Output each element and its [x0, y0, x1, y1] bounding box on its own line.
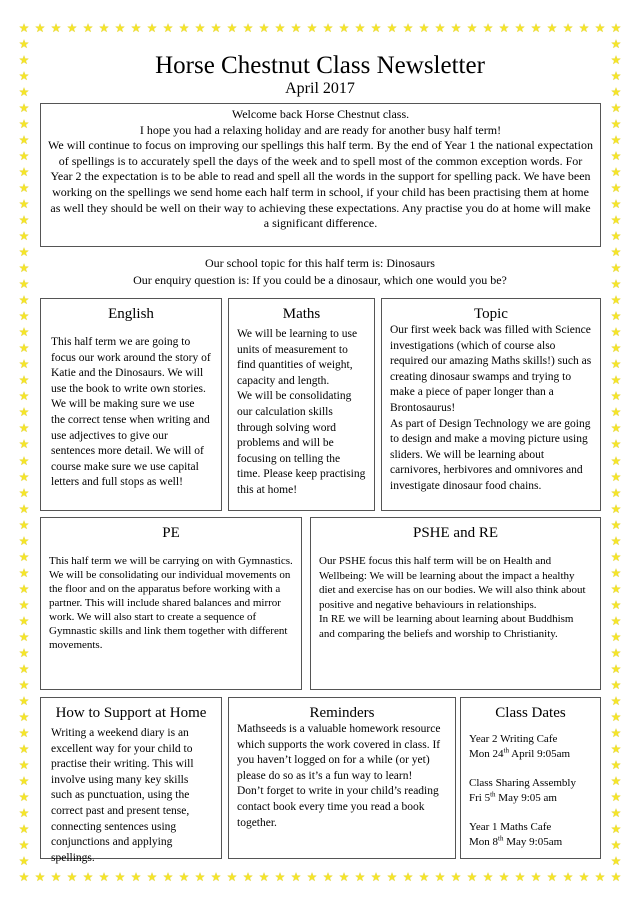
star-icon: ★ [610, 725, 622, 740]
star-icon: ★ [50, 21, 62, 35]
pshe-re-box [310, 517, 601, 690]
star-icon: ★ [194, 870, 206, 884]
star-icon: ★ [610, 21, 622, 35]
star-icon: ★ [466, 870, 478, 884]
star-icon: ★ [18, 69, 30, 84]
star-icon: ★ [18, 853, 30, 868]
star-icon: ★ [114, 21, 126, 35]
star-icon: ★ [66, 870, 78, 884]
star-icon: ★ [610, 661, 622, 676]
star-icon: ★ [562, 870, 574, 884]
star-icon: ★ [18, 581, 30, 596]
star-icon: ★ [610, 181, 622, 196]
star-icon: ★ [18, 453, 30, 468]
star-icon: ★ [130, 21, 142, 35]
star-icon: ★ [146, 870, 158, 884]
english-box [40, 298, 222, 511]
star-icon: ★ [610, 757, 622, 772]
star-icon: ★ [610, 629, 622, 644]
star-icon: ★ [610, 517, 622, 532]
star-icon: ★ [18, 149, 30, 164]
star-icon: ★ [322, 21, 334, 35]
star-icon: ★ [18, 789, 30, 804]
star-icon: ★ [338, 21, 350, 35]
topic-paragraph: As part of Design Technology we are going to design and make a moving picture using sliders. We will be learning about carnivores, herbivores and omnivores and investigate dinosaur food chains. [390, 417, 591, 492]
star-icon: ★ [610, 533, 622, 548]
star-icon: ★ [610, 133, 622, 148]
star-icon: ★ [610, 389, 622, 404]
star-icon: ★ [18, 21, 30, 35]
star-icon: ★ [18, 229, 30, 244]
star-icon: ★ [18, 549, 30, 564]
star-icon: ★ [530, 21, 542, 35]
maths-paragraph: We will be learning to use units of measurement to find quantities of weight, capacity and length. [237, 328, 358, 387]
welcome-paragraph: We will continue to focus on improving our spellings this half term. By the end of Year 1 the national expectation of spellings is to accurately spell the days of the week and to spell most of the common exception words. For Year 2 the expectation is to be able to read and spell all the words in the support for spelling pack. We have been working on the spellings we send home each half term in school, if your child has been practising them at home as well they should be well on their way to achieving these expectations. Any practise you do at home will make a significant difference. [48, 138, 593, 231]
star-icon: ★ [290, 21, 302, 35]
star-icon: ★ [130, 870, 142, 884]
star-icon: ★ [274, 21, 286, 35]
star-icon: ★ [610, 853, 622, 868]
star-icon: ★ [610, 197, 622, 212]
star-icon: ★ [242, 21, 254, 35]
star-icon: ★ [66, 21, 78, 35]
star-icon: ★ [18, 437, 30, 452]
star-icon: ★ [242, 870, 254, 884]
star-icon: ★ [610, 245, 622, 260]
star-icon: ★ [610, 597, 622, 612]
star-icon: ★ [18, 101, 30, 116]
star-icon: ★ [450, 21, 462, 35]
star-icon: ★ [18, 469, 30, 484]
star-icon: ★ [226, 21, 238, 35]
star-icon: ★ [338, 870, 350, 884]
star-icon: ★ [354, 21, 366, 35]
star-icon: ★ [322, 870, 334, 884]
star-icon: ★ [482, 21, 494, 35]
star-icon: ★ [18, 501, 30, 516]
star-icon: ★ [610, 325, 622, 340]
english-heading: English [108, 306, 154, 322]
star-icon: ★ [34, 21, 46, 35]
star-icon: ★ [610, 69, 622, 84]
star-icon: ★ [610, 117, 622, 132]
star-icon: ★ [18, 757, 30, 772]
star-icon: ★ [498, 21, 510, 35]
star-icon: ★ [610, 213, 622, 228]
star-icon: ★ [546, 870, 558, 884]
star-icon: ★ [18, 693, 30, 708]
pshe-paragraph: Our PSHE focus this half term will be on Health and Wellbeing: We will be learning about the impact a healthy diet and exercise has on our bodies. We will also think about positive and negative behaviours in relationships. [319, 555, 586, 611]
newsletter-title: Horse Chestnut Class Newsletter [155, 52, 485, 79]
star-icon: ★ [482, 870, 494, 884]
enquiry-question-line: Our enquiry question is: If you could be a dinosaur, which one would you be? [133, 273, 507, 287]
star-icon: ★ [610, 229, 622, 244]
star-icon: ★ [450, 870, 462, 884]
star-icon: ★ [610, 277, 622, 292]
star-icon: ★ [274, 870, 286, 884]
star-icon: ★ [18, 677, 30, 692]
star-icon: ★ [210, 21, 222, 35]
star-icon: ★ [610, 805, 622, 820]
star-icon: ★ [610, 453, 622, 468]
class-dates-box [460, 697, 601, 859]
star-icon: ★ [386, 21, 398, 35]
pshe-re-heading: PSHE and RE [412, 525, 498, 541]
star-icon: ★ [146, 21, 158, 35]
star-icon: ★ [498, 870, 510, 884]
class-date-item [469, 776, 592, 806]
star-icon: ★ [610, 645, 622, 660]
star-icon: ★ [306, 21, 318, 35]
star-icon: ★ [18, 53, 30, 68]
class-date-item [469, 732, 592, 762]
event-name: Year 2 Writing Cafe [469, 733, 558, 745]
topic-heading: Topic [474, 306, 508, 322]
star-icon: ★ [434, 21, 446, 35]
star-icon: ★ [18, 357, 30, 372]
star-icon: ★ [402, 870, 414, 884]
star-icon: ★ [610, 149, 622, 164]
welcome-line: Welcome back Horse Chestnut class. [231, 107, 410, 121]
star-icon: ★ [98, 870, 110, 884]
star-icon: ★ [18, 709, 30, 724]
star-icon: ★ [18, 85, 30, 100]
english-body: This half term we are going to focus our work around the story of Katie and the Dinosaurs. We will use the book to write own stories. We will be making sure we use the correct tense when writing and use adjectives to give our sentences more detail. We will of course make sure we use capital letters and full stops as well! [51, 336, 211, 489]
star-icon: ★ [610, 309, 622, 324]
star-icon: ★ [610, 101, 622, 116]
event-name: Class Sharing Assembly [469, 777, 576, 789]
event-date: Mon 24th April 9:05am [469, 746, 571, 760]
event-date: Fri 5th May 9:05 am [469, 790, 557, 804]
school-topic-line: Our school topic for this half term is: Dinosaurs [205, 256, 435, 270]
reminders-heading: Reminders [309, 705, 375, 721]
star-icon: ★ [50, 870, 62, 884]
star-icon: ★ [610, 261, 622, 276]
star-icon: ★ [514, 870, 526, 884]
star-icon: ★ [18, 741, 30, 756]
pe-heading: PE [162, 525, 180, 541]
star-icon: ★ [18, 629, 30, 644]
star-icon: ★ [18, 485, 30, 500]
star-icon: ★ [18, 773, 30, 788]
star-icon: ★ [610, 821, 622, 836]
star-icon: ★ [18, 261, 30, 276]
class-dates-heading: Class Dates [495, 705, 566, 721]
star-icon: ★ [82, 870, 94, 884]
star-icon: ★ [610, 165, 622, 180]
star-icon: ★ [162, 21, 174, 35]
star-icon: ★ [610, 437, 622, 452]
star-icon: ★ [18, 117, 30, 132]
star-icon: ★ [258, 870, 270, 884]
star-icon: ★ [18, 389, 30, 404]
star-icon: ★ [18, 197, 30, 212]
re-paragraph: In RE we will be learning about learning about Buddhism and comparing the beliefs and worship to Christianity. [319, 613, 574, 640]
star-icon: ★ [114, 870, 126, 884]
star-icon: ★ [18, 341, 30, 356]
star-icon: ★ [562, 21, 574, 35]
maths-paragraph: We will be consolidating our calculation skills through solving word problems and will be focusing on telling the time. Please keep practising this at home! [237, 390, 366, 496]
star-icon: ★ [594, 21, 606, 35]
star-icon: ★ [610, 373, 622, 388]
star-icon: ★ [290, 870, 302, 884]
newsletter-date: April 2017 [285, 80, 355, 97]
star-icon: ★ [418, 21, 430, 35]
star-icon: ★ [530, 870, 542, 884]
star-icon: ★ [610, 709, 622, 724]
star-icon: ★ [610, 837, 622, 852]
maths-heading: Maths [282, 306, 321, 322]
star-icon: ★ [18, 597, 30, 612]
star-icon: ★ [610, 741, 622, 756]
star-icon: ★ [418, 870, 430, 884]
star-icon: ★ [370, 870, 382, 884]
star-icon: ★ [18, 325, 30, 340]
star-icon: ★ [578, 21, 590, 35]
star-icon: ★ [610, 501, 622, 516]
maths-box [228, 298, 375, 511]
star-icon: ★ [18, 517, 30, 532]
star-icon: ★ [466, 21, 478, 35]
star-icon: ★ [18, 565, 30, 580]
star-icon: ★ [610, 773, 622, 788]
topic-paragraph: Our first week back was filled with Science investigations (which of course also required our amazing Maths skills!) such as creating dinosaur swamps and trying to make a piece of paper longer than a Brontosaurus! [390, 324, 592, 414]
topic-box [381, 298, 601, 511]
star-icon: ★ [18, 309, 30, 324]
star-icon: ★ [98, 21, 110, 35]
pe-body: This half term we will be carrying on with Gymnastics. We will be consolidating our individual movements on the floor and on the apparatus before working with a partner. This will include shared balances and mirror work. We will also start to create a sequence of Gymnastic skills and link them together with different movements. [49, 555, 293, 651]
star-icon: ★ [18, 133, 30, 148]
star-icon: ★ [610, 613, 622, 628]
star-icon: ★ [610, 485, 622, 500]
star-icon: ★ [18, 870, 30, 884]
star-icon: ★ [226, 870, 238, 884]
star-icon: ★ [306, 870, 318, 884]
star-icon: ★ [18, 645, 30, 660]
star-icon: ★ [402, 21, 414, 35]
star-icon: ★ [18, 213, 30, 228]
star-icon: ★ [18, 405, 30, 420]
star-icon: ★ [18, 181, 30, 196]
star-icon: ★ [610, 677, 622, 692]
star-icon: ★ [370, 21, 382, 35]
star-icon: ★ [610, 549, 622, 564]
star-icon: ★ [546, 21, 558, 35]
star-icon: ★ [386, 870, 398, 884]
event-name: Year 1 Maths Cafe [469, 821, 552, 833]
support-at-home-body: Writing a weekend diary is an excellent way for your child to practise their writing. This will involve using many key skills such as punctuation, using the correct past and present tense, connecting sentences using conjunctions and applying spellings. [51, 727, 194, 864]
star-icon: ★ [18, 373, 30, 388]
star-icon: ★ [18, 725, 30, 740]
star-icon: ★ [514, 21, 526, 35]
star-icon: ★ [18, 661, 30, 676]
star-icon: ★ [610, 53, 622, 68]
star-icon: ★ [610, 693, 622, 708]
reminders-paragraph: Don’t forget to write in your child’s reading contact book every time you read a book together. [237, 785, 439, 829]
star-icon: ★ [18, 805, 30, 820]
star-icon: ★ [610, 405, 622, 420]
reminders-paragraph: Mathseeds is a valuable homework resource which supports the work covered in class. If you haven’t logged on for a while (or yet) please do so as it’s a fun way to learn! [237, 723, 441, 782]
star-icon: ★ [594, 870, 606, 884]
star-icon: ★ [610, 37, 622, 52]
star-icon: ★ [18, 821, 30, 836]
star-icon: ★ [258, 21, 270, 35]
star-icon: ★ [610, 421, 622, 436]
star-icon: ★ [18, 277, 30, 292]
star-icon: ★ [18, 837, 30, 852]
star-icon: ★ [610, 469, 622, 484]
star-icon: ★ [610, 341, 622, 356]
pe-box [40, 517, 302, 690]
star-icon: ★ [434, 870, 446, 884]
star-icon: ★ [18, 533, 30, 548]
reminders-box [228, 697, 456, 859]
star-icon: ★ [162, 870, 174, 884]
star-icon: ★ [18, 245, 30, 260]
welcome-box [40, 103, 601, 247]
event-date: Mon 8th May 9:05am [469, 834, 563, 848]
star-icon: ★ [610, 85, 622, 100]
star-icon: ★ [610, 565, 622, 580]
star-icon: ★ [354, 870, 366, 884]
star-icon: ★ [18, 37, 30, 52]
star-icon: ★ [18, 165, 30, 180]
star-icon: ★ [178, 21, 190, 35]
star-icon: ★ [210, 870, 222, 884]
star-icon: ★ [194, 21, 206, 35]
star-icon: ★ [610, 581, 622, 596]
star-icon: ★ [610, 789, 622, 804]
star-icon: ★ [610, 357, 622, 372]
star-icon: ★ [178, 870, 190, 884]
star-icon: ★ [34, 870, 46, 884]
star-icon: ★ [610, 293, 622, 308]
support-at-home-box [40, 697, 222, 864]
welcome-line: I hope you had a relaxing holiday and are ready for another busy half term! [139, 122, 502, 137]
support-at-home-heading: How to Support at Home [55, 705, 207, 721]
star-icon: ★ [18, 613, 30, 628]
star-icon: ★ [18, 293, 30, 308]
class-date-item [469, 820, 592, 850]
star-icon: ★ [82, 21, 94, 35]
star-icon: ★ [18, 421, 30, 436]
star-icon: ★ [610, 870, 622, 884]
star-icon: ★ [578, 870, 590, 884]
